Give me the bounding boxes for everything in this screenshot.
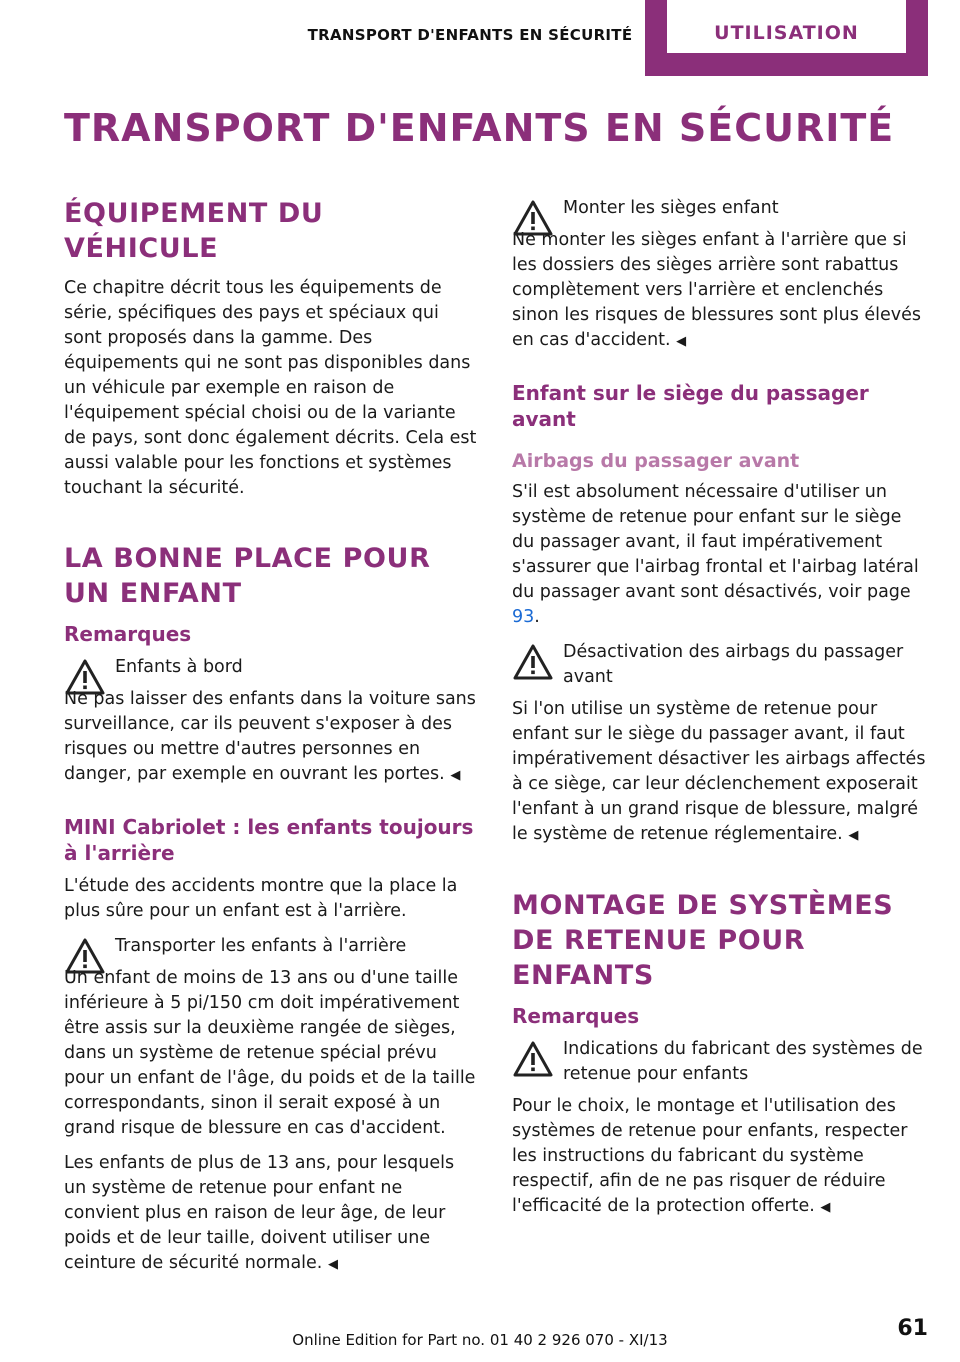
heading-airbags: Airbags du passager avant — [512, 450, 800, 472]
warning-text: Pour le choix, le montage et l'utilisation des systèmes de retenue pour enfants, respecter les instructions du fabricant du système respectif, afin de ne pas risquer de réduire l'efficacité de la protection offerte. ◀ — [512, 1096, 908, 1216]
end-mark-icon: ◀ — [327, 1257, 338, 1272]
warning-triangle-icon — [64, 937, 106, 975]
warning-text: Ne pas laisser des enfants dans la voiture sans surveillance, car ils peuvent s'exposer à des risques ou mettre d'autres personnes en danger, par exemple en ouvrant les portes. ◀ — [64, 689, 476, 784]
left-column — [64, 196, 480, 1287]
warning-desactivation-airbags — [512, 640, 928, 848]
warning-title: Indications du fabricant des systèmes de retenue pour enfants — [563, 1039, 923, 1084]
paragraph-cabriolet: L'étude des accidents montre que la place la plus sûre pour un enfant est à l'arrière. — [64, 876, 458, 921]
footer-edition: Online Edition for Part no. 01 40 2 926 070 - XI/13 — [292, 1331, 668, 1349]
heading-equipement: ÉQUIPEMENT DU VÉHICULE — [64, 198, 324, 264]
paragraph-airbags: S'il est absolument nécessaire d'utiliser un système de retenue pour enfant sur le siège du passager avant, il faut impérativement s'assurer que l'airbag frontal et l'airbag latéral du passager avant sont désactivés, voir page 93. — [512, 482, 919, 627]
end-mark-icon: ◀ — [848, 828, 859, 843]
end-mark-icon: ◀ — [450, 768, 461, 783]
end-mark-icon: ◀ — [676, 334, 687, 349]
heading-remarques: Remarques — [64, 622, 192, 646]
warning-title: Désactivation des airbags du passager avant — [563, 642, 904, 687]
warning-triangle-icon — [512, 643, 554, 681]
paragraph-equipement: Ce chapitre décrit tous les équipements de série, spécifiques des pays et spéciaux qui sont proposés dans la gamme. Des équipements qui ne sont pas disponibles dans un véhicule par exemple en raison de l'équipement spécial choisi ou de la variante de pays, sont donc également décrits. Cela est aussi valable pour les fonctions et systèmes touchant la sécurité. — [64, 278, 477, 498]
warning-indications-fabricant — [512, 1037, 928, 1220]
warning-text: Si l'on utilise un système de retenue pour enfant sur le siège du passager avant, il faut impérativement désactiver les airbags affectés à ce siège, car leur déclenchement exposerait l'enfant à un grand risque de blessure, malgré le système de retenue réglementaire. ◀ — [512, 699, 926, 844]
page-title: TRANSPORT D'ENFANTS EN SÉCURITÉ — [64, 106, 895, 150]
chapter-tab-inner — [667, 0, 906, 53]
warning-enfants-a-bord — [64, 655, 480, 788]
paragraph-plus-13-ans: Les enfants de plus de 13 ans, pour lesquels un système de retenue pour enfant ne convient plus en raison de leur âge, de leur poids et de leur taille, doivent utiliser une ceinture de sécurité normale. ◀ — [64, 1153, 455, 1273]
warning-text: Un enfant de moins de 13 ans ou d'une taille inférieure à 5 pi/150 cm doit impérativement être assis sur la deuxième rangée de sièges, dans un système de retenue spécial prévu pour un enfant de l'âge, du poids et de la taille correspondants, sinon il serait exposé à un grand risque de blessure en cas d'accident. — [64, 968, 476, 1138]
warning-text: Ne monter les sièges enfant à l'arrière que si les dossiers des sièges arrière sont rabattus complètement vers l'arrière et enclenchés sinon les risques de blessures sont plus élevés en cas d'accident. ◀ — [512, 230, 922, 350]
page-number: 61 — [897, 1316, 928, 1341]
warning-monter-sieges — [512, 196, 928, 354]
warning-triangle-icon — [512, 199, 554, 237]
heading-remarques-2: Remarques — [512, 1004, 640, 1028]
chapter-tab-label: UTILISATION — [714, 22, 859, 44]
right-column — [512, 196, 928, 1230]
running-header-section: TRANSPORT D'ENFANTS EN SÉCURITÉ — [307, 26, 633, 44]
warning-triangle-icon — [64, 658, 106, 696]
heading-bonne-place: LA BONNE PLACE POUR UN ENFANT — [64, 543, 431, 609]
warning-title: Monter les sièges enfant — [563, 198, 779, 218]
page-link-93[interactable]: 93 — [512, 607, 535, 627]
end-mark-icon: ◀ — [820, 1200, 831, 1215]
heading-passager-avant: Enfant sur le siège du passager avant — [512, 381, 869, 431]
heading-cabriolet: MINI Cabriolet : les enfants toujours à l'arrière — [64, 815, 474, 865]
warning-triangle-icon — [512, 1040, 554, 1078]
heading-montage: MONTAGE DE SYSTÈMES DE RETENUE POUR ENFANTS — [512, 890, 894, 991]
warning-transporter-arriere — [64, 934, 480, 1141]
warning-title: Enfants à bord — [115, 657, 243, 677]
chapter-tab — [645, 0, 928, 76]
warning-title: Transporter les enfants à l'arrière — [115, 936, 407, 956]
